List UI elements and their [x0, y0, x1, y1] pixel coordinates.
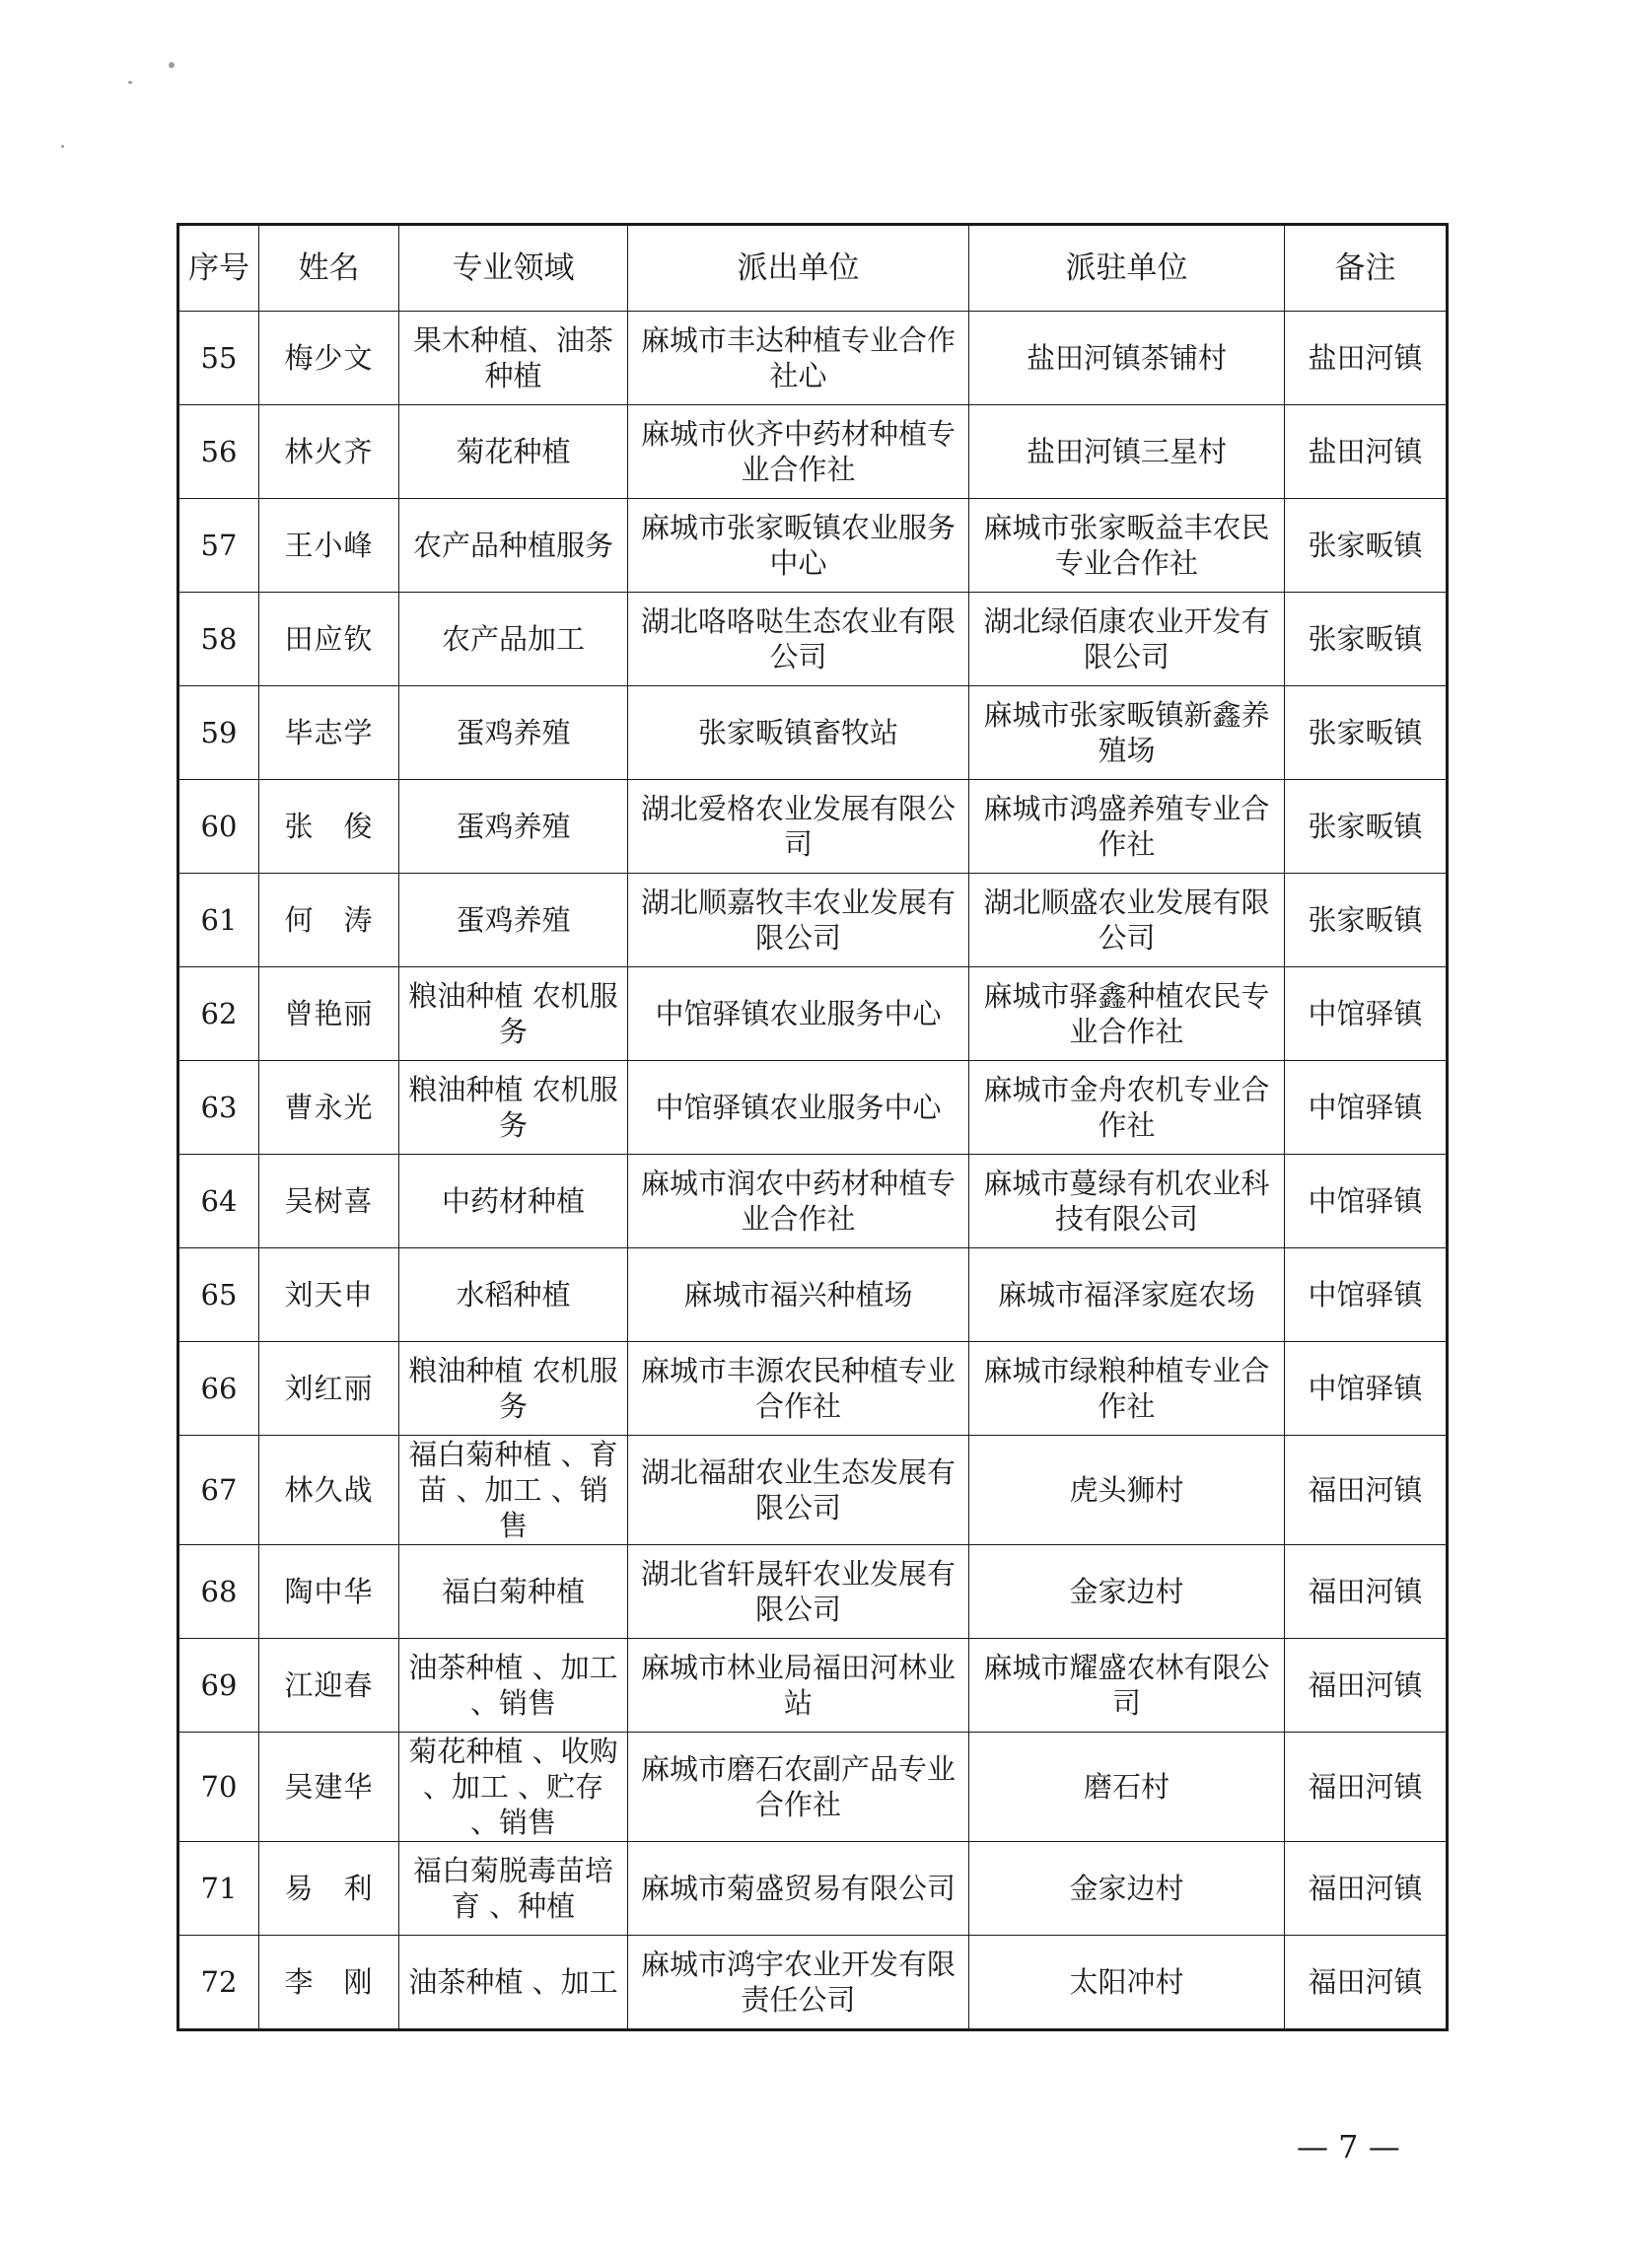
header-field: 专业领域: [399, 225, 628, 312]
cell-field: 水稻种植: [399, 1248, 628, 1342]
page-number: — 7 —: [1297, 2128, 1400, 2165]
cell-note: 张家畈镇: [1285, 593, 1448, 686]
cell-field: 福白菊种植 、育苗 、加工 、销售: [399, 1436, 628, 1545]
cell-field: 农产品加工: [399, 593, 628, 686]
cell-name: 刘红丽: [259, 1342, 399, 1436]
cell-sent-by: 中馆驿镇农业服务中心: [628, 967, 969, 1061]
cell-field: 蛋鸡养殖: [399, 686, 628, 780]
cell-seq: 70: [178, 1733, 259, 1842]
cell-name: 吴建华: [259, 1733, 399, 1842]
cell-stationed-at: 太阳冲村: [969, 1936, 1285, 2030]
cell-note: 中馆驿镇: [1285, 1061, 1448, 1155]
scan-speck: [61, 145, 64, 148]
cell-seq: 65: [178, 1248, 259, 1342]
cell-note: 盐田河镇: [1285, 312, 1448, 405]
cell-stationed-at: 麻城市蔓绿有机农业科技有限公司: [969, 1155, 1285, 1248]
cell-note: 福田河镇: [1285, 1639, 1448, 1733]
cell-stationed-at: 金家边村: [969, 1545, 1285, 1639]
cell-name: 田应钦: [259, 593, 399, 686]
table-row: [178, 405, 1448, 499]
table-row: [178, 1342, 1448, 1436]
cell-sent-by: 湖北省轩晟轩农业发展有限公司: [628, 1545, 969, 1639]
cell-seq: 71: [178, 1842, 259, 1936]
cell-stationed-at: 虎头狮村: [969, 1436, 1285, 1545]
cell-stationed-at: 盐田河镇茶铺村: [969, 312, 1285, 405]
cell-field: 蛋鸡养殖: [399, 874, 628, 967]
cell-name: 王小峰: [259, 499, 399, 593]
cell-stationed-at: 湖北顺盛农业发展有限公司: [969, 874, 1285, 967]
cell-field: 蛋鸡养殖: [399, 780, 628, 874]
cell-sent-by: 麻城市菊盛贸易有限公司: [628, 1842, 969, 1936]
cell-sent-by: 湖北爱格农业发展有限公司: [628, 780, 969, 874]
cell-name: 林火齐: [259, 405, 399, 499]
cell-sent-by: 麻城市鸿宇农业开发有限责任公司: [628, 1936, 969, 2030]
cell-note: 中馆驿镇: [1285, 1248, 1448, 1342]
cell-note: 中馆驿镇: [1285, 967, 1448, 1061]
cell-field: 粮油种植 农机服务: [399, 967, 628, 1061]
cell-name: 何 涛: [259, 874, 399, 967]
table-row: [178, 1639, 1448, 1733]
cell-name: 梅少文: [259, 312, 399, 405]
cell-seq: 58: [178, 593, 259, 686]
table-row: [178, 1545, 1448, 1639]
cell-seq: 68: [178, 1545, 259, 1639]
cell-name: 毕志学: [259, 686, 399, 780]
cell-seq: 67: [178, 1436, 259, 1545]
header-stationed-at: 派驻单位: [969, 225, 1285, 312]
cell-sent-by: 麻城市伙齐中药材种植专业合作社: [628, 405, 969, 499]
cell-field: 菊花种植 、收购 、加工 、贮存 、销售: [399, 1733, 628, 1842]
cell-sent-by: 麻城市丰达种植专业合作社心: [628, 312, 969, 405]
cell-seq: 59: [178, 686, 259, 780]
table-row: [178, 499, 1448, 593]
header-name: 姓名: [259, 225, 399, 312]
cell-field: 粮油种植 农机服务: [399, 1061, 628, 1155]
cell-name: 曾艳丽: [259, 967, 399, 1061]
cell-sent-by: 麻城市福兴种植场: [628, 1248, 969, 1342]
cell-name: 刘天申: [259, 1248, 399, 1342]
cell-sent-by: 麻城市磨石农副产品专业合作社: [628, 1733, 969, 1842]
cell-stationed-at: 麻城市金舟农机专业合作社: [969, 1061, 1285, 1155]
table-header-row: [178, 225, 1448, 312]
cell-note: 盐田河镇: [1285, 405, 1448, 499]
cell-sent-by: 麻城市张家畈镇农业服务中心: [628, 499, 969, 593]
header-note: 备注: [1285, 225, 1448, 312]
cell-seq: 62: [178, 967, 259, 1061]
cell-note: 福田河镇: [1285, 1936, 1448, 2030]
cell-field: 粮油种植 农机服务: [399, 1342, 628, 1436]
cell-note: 张家畈镇: [1285, 686, 1448, 780]
cell-field: 中药材种植: [399, 1155, 628, 1248]
cell-field: 油茶种植 、加工 、销售: [399, 1639, 628, 1733]
cell-stationed-at: 麻城市鸿盛养殖专业合作社: [969, 780, 1285, 874]
cell-seq: 60: [178, 780, 259, 874]
cell-name: 易 利: [259, 1842, 399, 1936]
header-seq: 序号: [178, 225, 259, 312]
cell-stationed-at: 麻城市福泽家庭农场: [969, 1248, 1285, 1342]
cell-seq: 69: [178, 1639, 259, 1733]
table-row: [178, 1733, 1448, 1842]
cell-note: 中馆驿镇: [1285, 1342, 1448, 1436]
cell-sent-by: 湖北咯咯哒生态农业有限公司: [628, 593, 969, 686]
table-row: [178, 874, 1448, 967]
header-sent-by: 派出单位: [628, 225, 969, 312]
cell-stationed-at: 盐田河镇三星村: [969, 405, 1285, 499]
table-row: [178, 1155, 1448, 1248]
cell-seq: 72: [178, 1936, 259, 2030]
cell-field: 菊花种植: [399, 405, 628, 499]
cell-sent-by: 湖北福甜农业生态发展有限公司: [628, 1436, 969, 1545]
table-row: [178, 1436, 1448, 1545]
cell-stationed-at: 湖北绿佰康农业开发有限公司: [969, 593, 1285, 686]
cell-stationed-at: 麻城市驿鑫种植农民专业合作社: [969, 967, 1285, 1061]
cell-sent-by: 中馆驿镇农业服务中心: [628, 1061, 969, 1155]
cell-stationed-at: 麻城市张家畈益丰农民专业合作社: [969, 499, 1285, 593]
cell-note: 福田河镇: [1285, 1545, 1448, 1639]
scan-speck: [169, 62, 175, 68]
cell-stationed-at: 金家边村: [969, 1842, 1285, 1936]
cell-seq: 66: [178, 1342, 259, 1436]
cell-field: 福白菊脱毒苗培育 、种植: [399, 1842, 628, 1936]
cell-note: 张家畈镇: [1285, 499, 1448, 593]
cell-stationed-at: 麻城市耀盛农林有限公司: [969, 1639, 1285, 1733]
cell-seq: 57: [178, 499, 259, 593]
cell-name: 陶中华: [259, 1545, 399, 1639]
cell-seq: 55: [178, 312, 259, 405]
cell-field: 油茶种植 、加工: [399, 1936, 628, 2030]
cell-note: 福田河镇: [1285, 1436, 1448, 1545]
cell-name: 曹永光: [259, 1061, 399, 1155]
cell-seq: 63: [178, 1061, 259, 1155]
cell-stationed-at: 磨石村: [969, 1733, 1285, 1842]
cell-seq: 64: [178, 1155, 259, 1248]
cell-name: 江迎春: [259, 1639, 399, 1733]
cell-note: 福田河镇: [1285, 1842, 1448, 1936]
cell-seq: 61: [178, 874, 259, 967]
cell-stationed-at: 麻城市张家畈镇新鑫养殖场: [969, 686, 1285, 780]
table-row: [178, 1248, 1448, 1342]
cell-sent-by: 麻城市林业局福田河林业站: [628, 1639, 969, 1733]
cell-sent-by: 麻城市丰源农民种植专业合作社: [628, 1342, 969, 1436]
cell-seq: 56: [178, 405, 259, 499]
cell-note: 张家畈镇: [1285, 780, 1448, 874]
cell-note: 张家畈镇: [1285, 874, 1448, 967]
table-row: [178, 780, 1448, 874]
table-row: [178, 1061, 1448, 1155]
cell-stationed-at: 麻城市绿粮种植专业合作社: [969, 1342, 1285, 1436]
cell-name: 吴树喜: [259, 1155, 399, 1248]
table-row: [178, 1936, 1448, 2030]
cell-name: 李 刚: [259, 1936, 399, 2030]
cell-sent-by: 张家畈镇畜牧站: [628, 686, 969, 780]
table-row: [178, 686, 1448, 780]
cell-note: 中馆驿镇: [1285, 1155, 1448, 1248]
cell-field: 果木种植、油茶种植: [399, 312, 628, 405]
cell-sent-by: 湖北顺嘉牧丰农业发展有限公司: [628, 874, 969, 967]
table-row: [178, 1842, 1448, 1936]
cell-sent-by: 麻城市润农中药材种植专业合作社: [628, 1155, 969, 1248]
cell-name: 张 俊: [259, 780, 399, 874]
scan-speck: [128, 81, 132, 84]
cell-field: 农产品种植服务: [399, 499, 628, 593]
cell-field: 福白菊种植: [399, 1545, 628, 1639]
table-row: [178, 312, 1448, 405]
personnel-table: [177, 223, 1449, 2031]
cell-note: 福田河镇: [1285, 1733, 1448, 1842]
cell-name: 林久战: [259, 1436, 399, 1545]
table-row: [178, 593, 1448, 686]
table-row: [178, 967, 1448, 1061]
